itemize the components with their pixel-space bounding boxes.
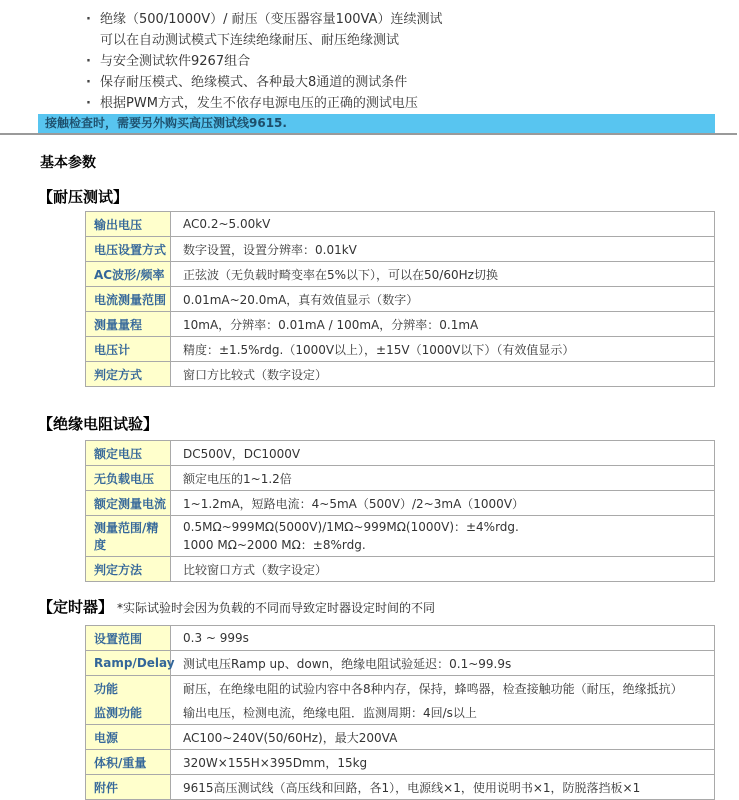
table-row [86,676,715,701]
section-title-text: 【绝缘电阻试验】 [38,415,159,433]
timer-table [85,625,715,800]
bullet-dot-icon: · [86,54,91,69]
insulation-test-table [85,440,715,582]
table-row [86,212,715,237]
row-label: 测量量程 [86,312,171,337]
row-label: 功能 [86,676,171,701]
row-label: 电流测量范围 [86,287,171,312]
table-row [86,557,715,582]
row-label: 电源 [86,725,171,750]
table-row [86,750,715,775]
row-value: 0.01mA~20.0mA，真有效值显示（数字） [171,287,715,312]
row-label: 电压设置方式 [86,237,171,262]
table-row [86,262,715,287]
table-row [86,237,715,262]
row-value-line1: 0.5MΩ~999MΩ(5000V)/1MΩ~999MΩ(1000V)：±4%rdg. [183,520,519,534]
row-value: 0.3 ~ 999s [183,631,249,645]
section-title-text: 【耐压测试】 [38,188,129,206]
row-label: 测量范围/精度 [86,516,171,557]
feature-item-continuation [86,30,739,51]
row-value: 比较窗口方式（数字设定） [171,557,715,582]
row-value: DC500V，DC1000V [183,446,301,461]
feature-text: 保存耐压模式、绝缘模式、各种最大8通道的测试条件 [100,75,408,90]
section-title-text: 【定时器】 [38,598,114,616]
feature-item [86,93,739,114]
table-row [86,362,715,387]
row-value: 1~1.2mA，短路电流：4~5mA（500V）/2~3mA（1000V） [171,491,715,516]
page-title: 基本参数 [40,155,96,171]
row-label: 监测功能 [86,700,171,725]
row-value: AC100~240V(50/60Hz)，最大200VA [171,725,715,750]
row-value: 精度：±1.5%rdg.（1000V以上），±15V（1000V以下）（有效值显示） [171,337,715,362]
table-row [86,626,715,651]
notice-banner: 接触检查时，需要另外购买高压测试线9615. [38,114,715,133]
feature-item [86,9,739,30]
row-label: 附件 [86,775,171,800]
row-value: 测试电压Ramp up、down，绝缘电阻试验延迟：0.1~99.9s [171,651,715,676]
row-label: 电压计 [86,337,171,362]
feature-item [86,51,739,72]
feature-text: 绝缘（500/1000V）/ 耐压（变压器容量100VA）连续测试 [100,12,443,27]
row-label: 判定方法 [86,557,171,582]
row-value-line2: 1000 MΩ~2000 MΩ：±8%rdg. [183,538,366,552]
row-label: 额定测量电流 [86,491,171,516]
table-row [86,516,715,557]
bullet-dot-icon: · [86,96,91,111]
row-label: 无负载电压 [86,466,171,491]
feature-text: 可以在自动测试模式下连续绝缘耐压、耐压绝缘测试 [100,33,400,48]
row-value: 输出电压，检测电流，绝缘电阻．监测周期：4回/s以上 [183,705,477,720]
section-title-timer [38,596,739,617]
row-value: 正弦波（无负载时畸变率在5%以下），可以在50/60Hz切换 [171,262,715,287]
row-label: 额定电压 [86,441,171,466]
row-label: 设置范围 [86,626,171,651]
feature-text: 与安全测试软件9267组合 [100,54,251,69]
table-row [86,337,715,362]
feature-item [86,72,739,93]
row-value: 9615高压测试线（高压线和回路，各1），电源线×1，使用说明书×1，防脱落挡板×1 [171,775,715,800]
section-note: *实际试验时会因为负载的不同而导致定时器设定时间的不同 [117,601,436,615]
row-value: 耐压，在绝缘电阻的试验内容中各8种内存，保持，蜂鸣器，检查接触功能（耐压，绝缘抵抗） [171,676,715,701]
row-label: 判定方式 [86,362,171,387]
table-row [86,441,715,466]
table-row [86,775,715,800]
table-row [86,725,715,750]
row-label: AC波形/频率 [86,262,171,287]
table-row [86,466,715,491]
bullet-dot-icon [86,30,100,51]
bullet-dot-icon: · [86,75,91,90]
feature-list [0,0,739,114]
section-title-withstand-test [38,186,739,207]
table-row [86,287,715,312]
row-label: 输出电压 [86,212,171,237]
table-row [86,491,715,516]
row-value: 10mA，分辨率：0.01mA / 100mA，分辨率：0.1mA [171,312,715,337]
row-value [171,516,715,557]
row-value: AC0.2~5.00kV [183,217,271,231]
feature-text: 根据PWM方式，发生不依存电源电压的正确的测试电压 [100,96,418,111]
withstand-test-table [85,211,715,387]
section-title-insulation-test [38,413,739,434]
notice-rule [0,114,737,135]
row-value: 窗口方比较式（数字设定） [171,362,715,387]
row-value: 320W×155H×395Dmm，15kg [171,750,715,775]
bullet-dot-icon: · [86,12,91,27]
row-label: 体积/重量 [86,750,171,775]
row-label: Ramp/Delay [86,651,171,676]
row-value: 数字设置，设置分辨率：0.01kV [171,237,715,262]
table-row [86,651,715,676]
table-row [86,700,715,725]
row-value: 额定电压的1~1.2倍 [171,466,715,491]
table-row [86,312,715,337]
